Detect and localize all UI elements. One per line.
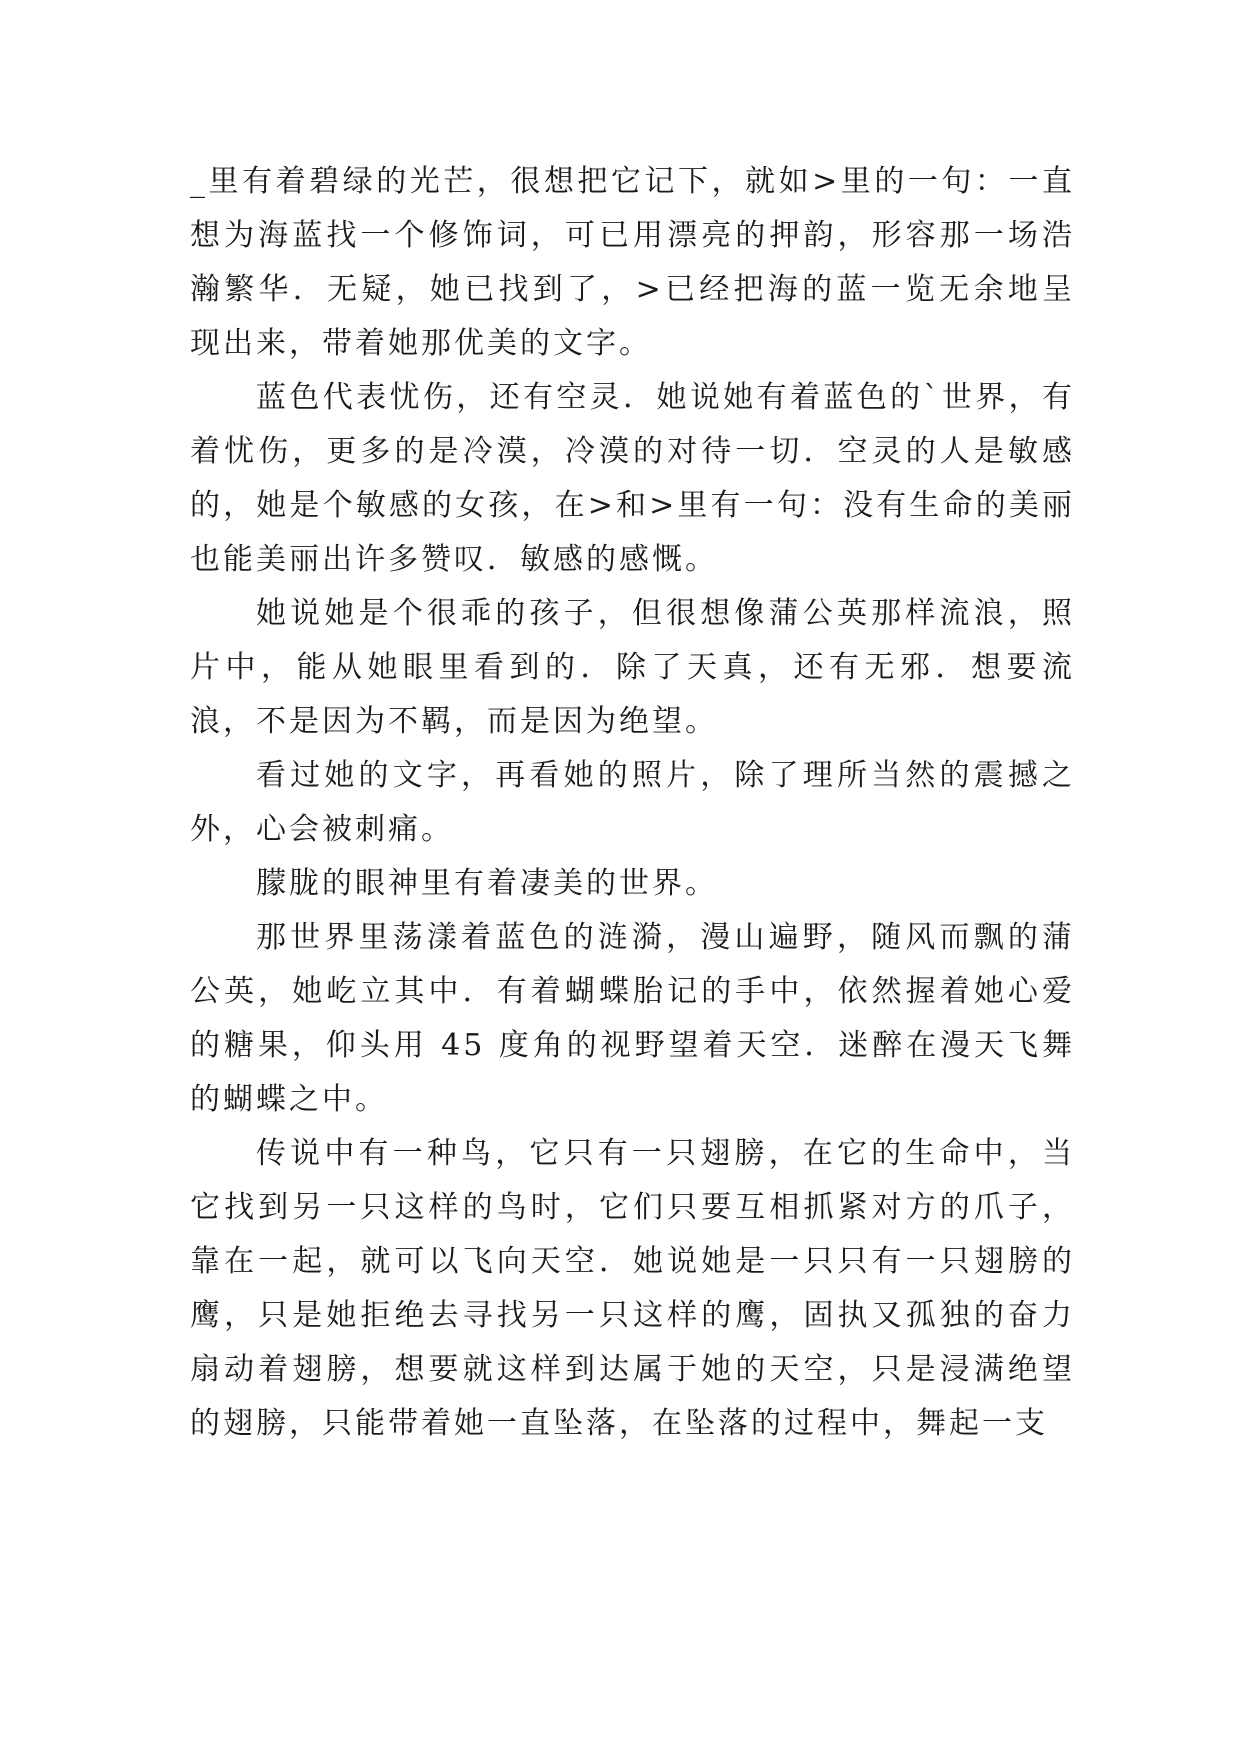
paragraph-3: 她说她是个很乖的孩子，但很想像蒲公英那样流浪，照片中，能从她眼里看到的．除了天真，还有无邪．想要流浪，不是因为不羁，而是因为绝望。	[190, 596, 1075, 739]
paragraph-5: 朦胧的眼神里有着凄美的世界。	[256, 866, 718, 901]
paragraph-1: _里有着碧绿的光芒，很想把它记下，就如>里的一句：一直想为海蓝找一个修饰词，可已用漂亮的押韵，形容那一场浩瀚繁华．无疑，她已找到了，>已经把海的蓝一览无余地呈现出来，带着她那优美的文字。	[190, 164, 1075, 361]
body-text	[190, 155, 1075, 1451]
paragraph-2: 蓝色代表忧伤，还有空灵．她说她有着蓝色的`世界，有着忧伤，更多的是冷漠，冷漠的对待一切．空灵的人是敏感的，她是个敏感的女孩，在>和>里有一句：没有生命的美丽也能美丽出许多赞叹．敏感的感慨。	[190, 380, 1075, 577]
paragraph-4: 看过她的文字，再看她的照片，除了理所当然的震撼之外，心会被刺痛。	[190, 758, 1075, 847]
paragraph-7: 传说中有一种鸟，它只有一只翅膀，在它的生命中，当它找到另一只这样的鸟时，它们只要互相抓紧对方的爪子，靠在一起，就可以飞向天空．她说她是一只只有一只翅膀的鹰，只是她拒绝去寻找另一只这样的鹰，固执又孤独的奋力扇动着翅膀，想要就这样到达属于她的天空，只是浸满绝望的翅膀，只能带着她一直坠落，在坠落的过程中，舞起一支	[190, 1136, 1075, 1441]
paragraph-6: 那世界里荡漾着蓝色的涟漪，漫山遍野，随风而飘的蒲公英，她屹立其中．有着蝴蝶胎记的手中，依然握着她心爱的糖果，仰头用 45 度角的视野望着天空．迷醉在漫天飞舞的蝴蝶之中。	[190, 920, 1075, 1117]
